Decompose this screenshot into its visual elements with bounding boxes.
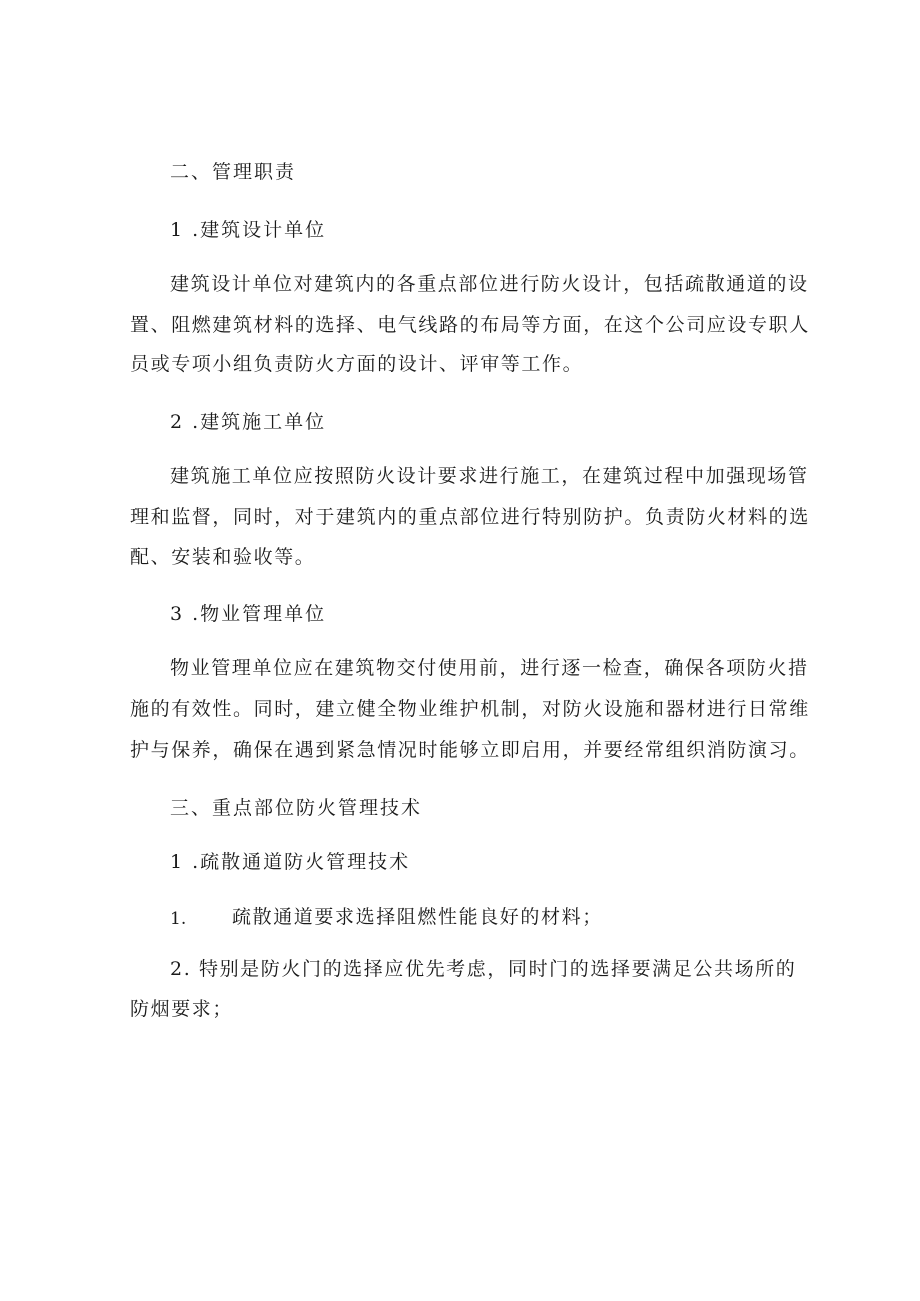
paragraph-line: 施的有效性。同时，建立健全物业维护机制，对防火设施和器材进行日常维 (130, 698, 810, 720)
paragraph-line: 建筑设计单位对建筑内的各重点部位进行防火设计，包括疏散通道的设 (170, 273, 809, 295)
item-title-design-unit: 1 .建筑设计单位 (170, 219, 327, 241)
list-number: 1. (170, 909, 187, 929)
paragraph-line: 理和监督，同时，对于建筑内的重点部位进行特别防护。负责防火材料的选 (130, 506, 810, 528)
section-heading-key-areas: 三、重点部位防火管理技术 (170, 797, 423, 819)
paragraph-line: 置、阻燃建筑材料的选择、电气线路的布局等方面，在这个公司应设专职人 (130, 314, 810, 336)
section-heading-management-duties: 二、管理职责 (170, 161, 297, 183)
paragraph-line: 建筑施工单位应按照防火设计要求进行施工，在建筑过程中加强现场管 (170, 465, 809, 487)
list-item-text: 防烟要求； (130, 998, 234, 1020)
paragraph-line: 物业管理单位应在建筑物交付使用前，进行逐一检查，确保各项防火措 (170, 657, 809, 679)
item-title-property-unit: 3 .物业管理单位 (170, 603, 327, 625)
paragraph-line: 员或专项小组负责防火方面的设计、评审等工作。 (130, 353, 584, 375)
paragraph-line: 护与保养，确保在遇到紧急情况时能够立即启用，并要经常组织消防演习。 (130, 739, 810, 761)
paragraph-line: 配、安装和验收等。 (130, 546, 316, 568)
list-item-text: 2. 特别是防火门的选择应优先考虑，同时门的选择要满足公共场所的 (170, 958, 797, 980)
sub-title-evacuation: 1 .疏散通道防火管理技术 (170, 851, 411, 873)
item-title-construction-unit: 2 .建筑施工单位 (170, 411, 327, 433)
list-item-text: 疏散通道要求选择阻燃性能良好的材料； (232, 906, 603, 928)
